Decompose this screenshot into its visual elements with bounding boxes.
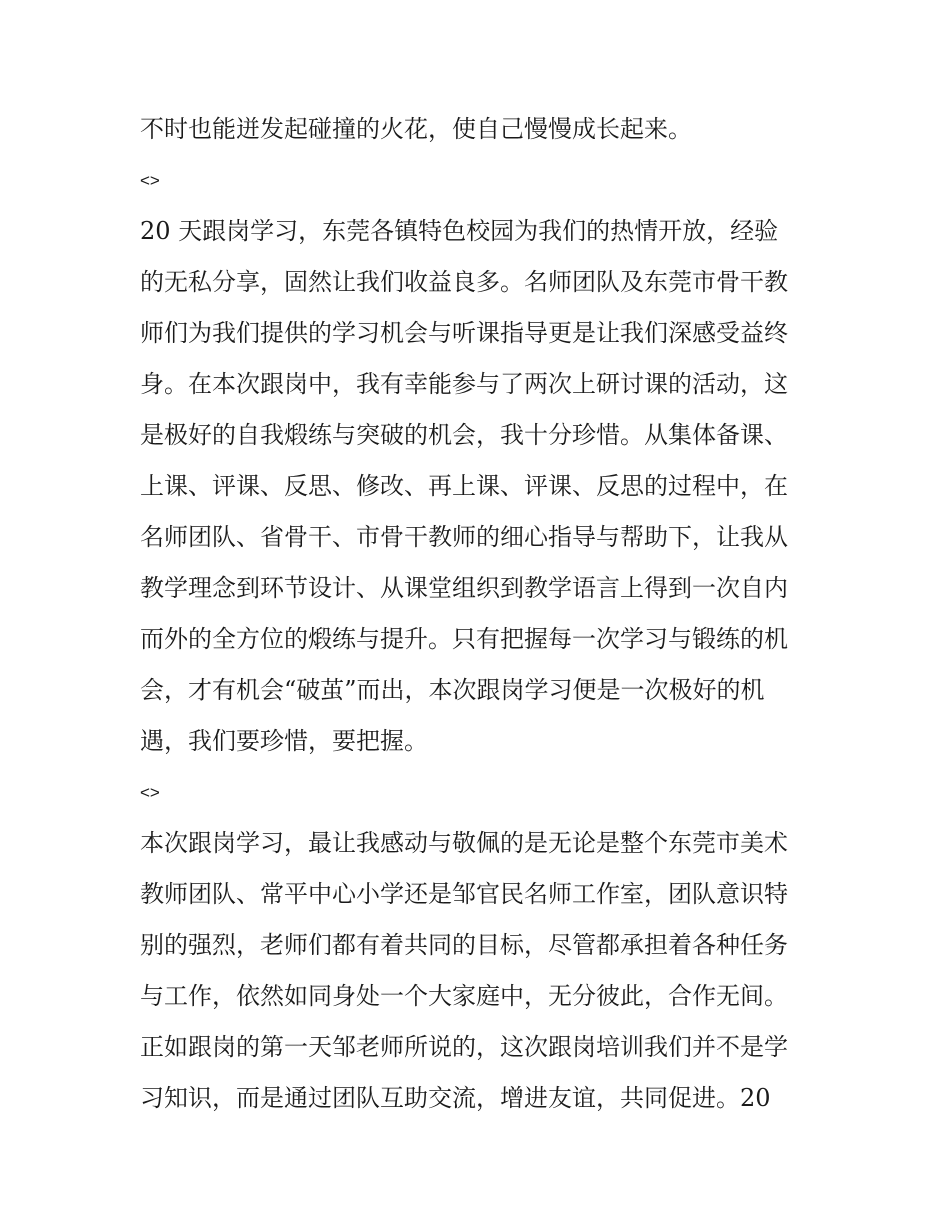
text-line: 教学理念到环节设计、从课堂组织到教学语言上得到一次自内: [140, 574, 788, 602]
document-body: [140, 104, 820, 1124]
text-line: 身。在本次跟岗中，我有幸能参与了两次上研讨课的活动，这: [140, 370, 788, 398]
text-line: 本次跟岗学习，最让我感动与敬佩的是无论是整个东莞市美术: [140, 829, 788, 857]
text-line: 教师团队、常平中心小学还是邹官民名师工作室，团队意识特: [140, 880, 788, 908]
text-line: 上课、评课、反思、修改、再上课、评课、反思的过程中，在: [140, 472, 788, 500]
text-line: 而外的全方位的煅练与提升。只有把握每一次学习与锻练的机: [140, 625, 788, 653]
section-marker: <>: [140, 171, 160, 190]
text-line: 名师团队、省骨干、市骨干教师的细心指导与帮助下，让我从: [140, 523, 788, 551]
section-marker: <>: [140, 783, 160, 802]
text-line: 会，才有机会“破茧”而出，本次跟岗学习便是一次极好的机: [140, 676, 765, 704]
paragraph-1: [140, 104, 820, 155]
text-line: 习知识，而是通过团队互助交流，增进友谊，共同促进。20: [140, 1084, 771, 1112]
text-line: 的无私分享，固然让我们收益良多。名师团队及东莞市骨干教: [140, 268, 788, 296]
text-line: 与工作，依然如同身处一个大家庭中，无分彼此，合作无间。: [140, 982, 788, 1010]
paragraph-3: [140, 818, 820, 1124]
text-line: 师们为我们提供的学习机会与听课指导更是让我们深感受益终: [140, 319, 788, 347]
paragraph-2: [140, 206, 820, 767]
text-line: 遇，我们要珍惜，要把握。: [140, 727, 428, 755]
text-line: 别的强烈，老师们都有着共同的目标，尽管都承担着各种任务: [140, 931, 788, 959]
text-line: 是极好的自我煅练与突破的机会，我十分珍惜。从集体备课、: [140, 421, 788, 449]
text-line: 正如跟岗的第一天邹老师所说的，这次跟岗培训我们并不是学: [140, 1033, 788, 1061]
text-line: 不时也能迸发起碰撞的火花，使自己慢慢成长起来。: [140, 115, 692, 143]
text-line: 20 天跟岗学习，东莞各镇特色校园为我们的热情开放，经验: [140, 217, 779, 245]
